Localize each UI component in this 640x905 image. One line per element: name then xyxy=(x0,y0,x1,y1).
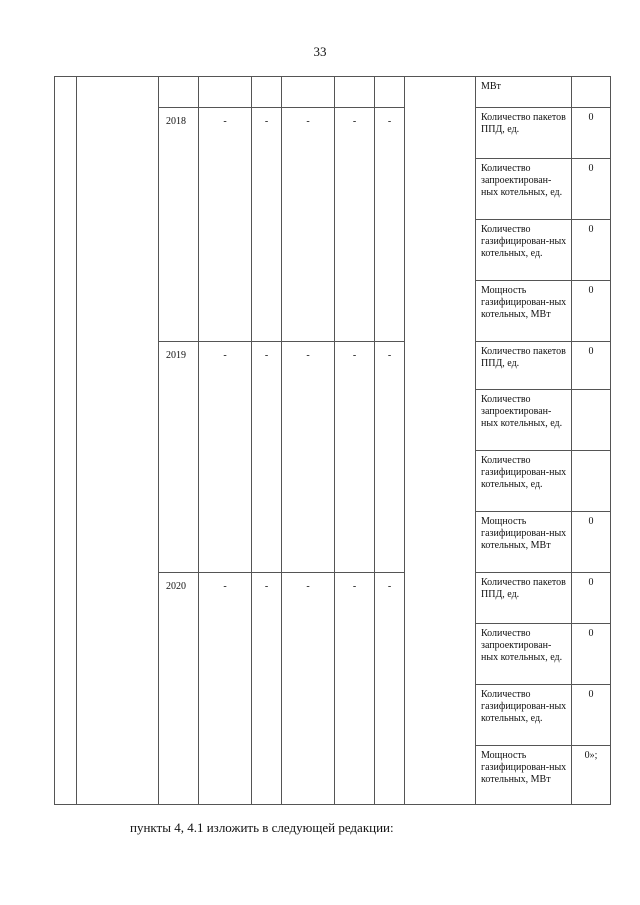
value-cell: 0 xyxy=(572,624,611,685)
dash-cell: - xyxy=(282,342,335,573)
dash-cell: - xyxy=(282,108,335,342)
empty-cell xyxy=(375,77,405,108)
event-name-cell xyxy=(77,77,159,805)
empty-cell xyxy=(159,77,199,108)
value-cell: 0 xyxy=(572,220,611,281)
number-cell xyxy=(55,77,77,805)
indicator-cell: МВт xyxy=(476,77,572,108)
value-cell: 0 xyxy=(572,685,611,746)
dash-cell: - xyxy=(199,573,252,805)
indicator-cell: Количество запроектирован-ных котельных, ед. xyxy=(476,624,572,685)
indicator-cell: Количество пакетов ППД, ед. xyxy=(476,342,572,390)
value-cell: 0 xyxy=(572,159,611,220)
indicator-cell: Количество запроектирован-ных котельных, ед. xyxy=(476,159,572,220)
dash-cell: - xyxy=(375,342,405,573)
dash-cell: - xyxy=(335,342,375,573)
executor-cell xyxy=(405,77,476,805)
value-cell xyxy=(572,451,611,512)
indicator-cell: Количество запроектирован-ных котельных, ед. xyxy=(476,390,572,451)
empty-cell xyxy=(335,77,375,108)
dash-cell: - xyxy=(199,108,252,342)
year-cell: 2019 xyxy=(159,342,199,573)
empty-cell xyxy=(252,77,282,108)
dash-cell: - xyxy=(335,573,375,805)
dash-cell: - xyxy=(375,573,405,805)
indicator-cell: Мощность газифицирован-ных котельных, МВт xyxy=(476,746,572,805)
indicator-cell: Мощность газифицирован-ных котельных, МВт xyxy=(476,512,572,573)
year-cell: 2018 xyxy=(159,108,199,342)
dash-cell: - xyxy=(375,108,405,342)
value-cell: 0 xyxy=(572,573,611,624)
value-cell: 0 xyxy=(572,108,611,159)
continuation-row xyxy=(55,77,611,108)
value-cell xyxy=(572,390,611,451)
dash-cell: - xyxy=(252,108,282,342)
indicator-cell: Количество газифицирован-ных котельных, ед. xyxy=(476,685,572,746)
value-cell: 0 xyxy=(572,512,611,573)
dash-cell: - xyxy=(199,342,252,573)
footer-text: пункты 4, 4.1 изложить в следующей редакции: xyxy=(130,820,394,835)
dash-cell: - xyxy=(282,573,335,805)
indicator-cell: Количество газифицирован-ных котельных, ед. xyxy=(476,451,572,512)
page-number: 33 xyxy=(313,44,327,59)
value-cell: 0»; xyxy=(572,746,611,805)
dash-cell: - xyxy=(252,573,282,805)
dash-cell: - xyxy=(335,108,375,342)
indicator-cell: Количество газифицирован-ных котельных, ед. xyxy=(476,220,572,281)
value-cell: 0 xyxy=(572,342,611,390)
year-cell: 2020 xyxy=(159,573,199,805)
indicator-cell: Количество пакетов ППД, ед. xyxy=(476,573,572,624)
indicator-cell: Мощность газифицирован-ных котельных, МВт xyxy=(476,281,572,342)
empty-cell xyxy=(282,77,335,108)
empty-cell xyxy=(199,77,252,108)
value-cell: 0 xyxy=(572,281,611,342)
program-indicators-table xyxy=(54,76,611,805)
dash-cell: - xyxy=(252,342,282,573)
value-cell xyxy=(572,77,611,108)
indicator-cell: Количество пакетов ППД, ед. xyxy=(476,108,572,159)
